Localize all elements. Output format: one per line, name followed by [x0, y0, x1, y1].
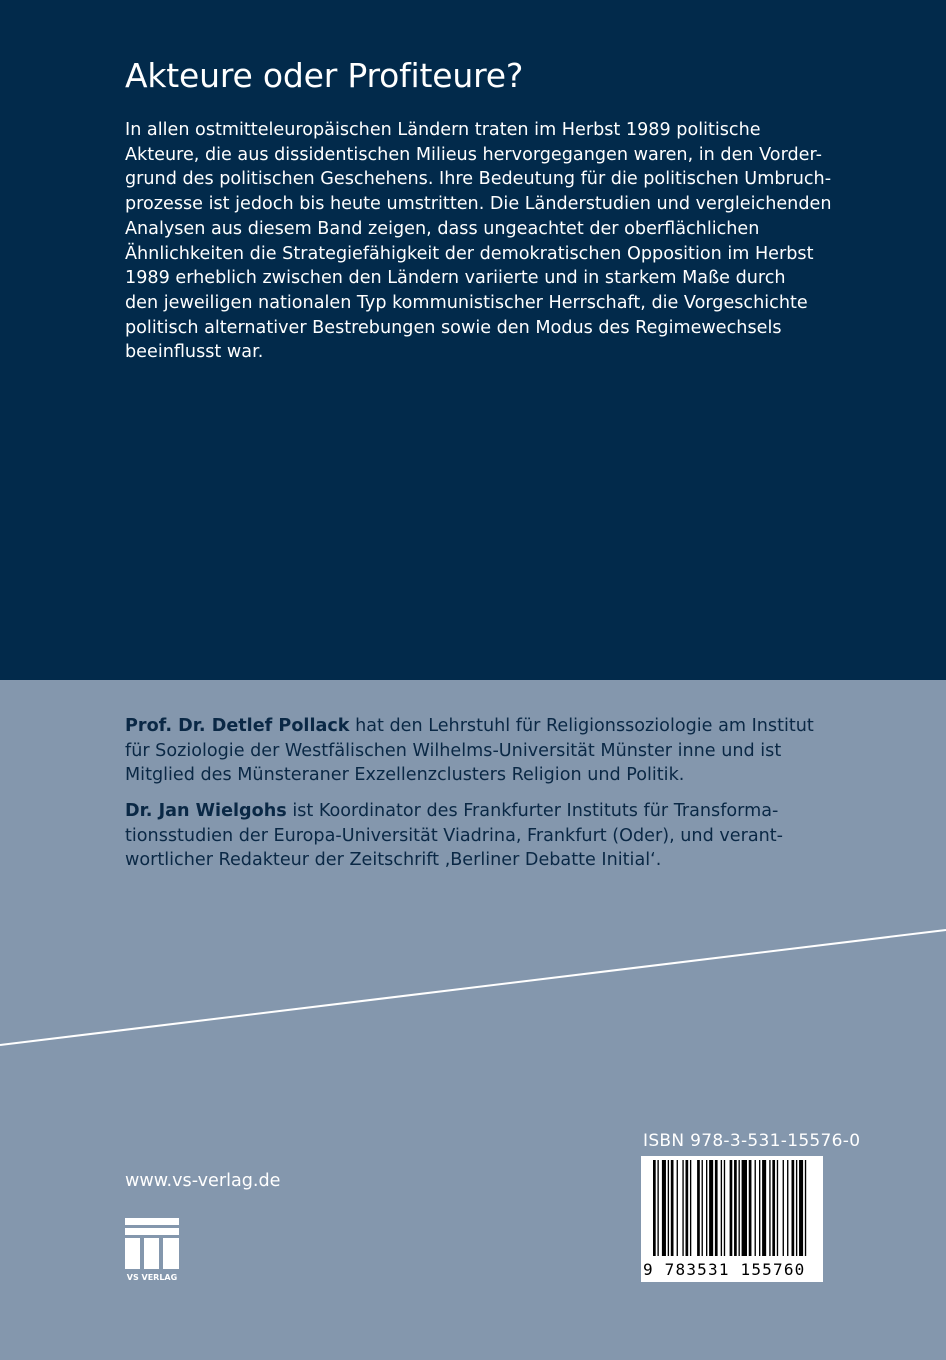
barcode-bar [715, 1160, 718, 1256]
barcode-bar [706, 1160, 707, 1256]
bio-line: Mitglied des Münsteraner Exzellenzclusters Religion und Politik. [125, 765, 685, 785]
barcode-bar [749, 1160, 752, 1256]
barcode-bar [792, 1160, 795, 1256]
blurb-line: 1989 erheblich zwischen den Ländern variierte und in starkem Maße durch [125, 268, 786, 289]
book-title: Akteure oder Profiteure? [125, 56, 524, 95]
barcode-bar [709, 1160, 713, 1256]
barcode-bar [769, 1160, 770, 1256]
barcode-bar [730, 1160, 733, 1256]
barcode-bar [796, 1160, 797, 1256]
barcode-bar [724, 1160, 725, 1256]
barcode-bar [671, 1160, 674, 1256]
barcode-bar [734, 1160, 737, 1256]
blurb-text [125, 118, 832, 365]
barcode-bar [739, 1160, 740, 1256]
bio-text: hat den Lehrstuhl für Religionssoziologie am Institut [349, 716, 814, 736]
blurb-line: prozesse ist jedoch bis heute umstritten. Die Länderstudien und vergleichenden [125, 194, 832, 215]
barcode-bar [787, 1160, 788, 1256]
barcode-bar [742, 1160, 747, 1256]
blurb-line: Analysen aus diesem Band zeigen, dass ungeachtet der oberflächlichen [125, 218, 760, 239]
barcode-digits: 9 783531 155760 [643, 1260, 806, 1279]
logo-label: VS VERLAG [126, 1273, 178, 1282]
barcode-bar [662, 1160, 666, 1256]
blurb-line: beeinflusst war. [125, 342, 264, 363]
diagonal-divider-line [0, 920, 946, 1050]
barcode-bar [686, 1160, 689, 1256]
blurb-line: den jeweiligen nationalen Typ kommunistischer Herrschaft, die Vorgeschichte [125, 292, 808, 313]
bio-text: ist Koordinator des Frankfurter Instituts für Transforma- [286, 801, 779, 821]
barcode-bar [702, 1160, 703, 1256]
bio-line: tionsstudien der Europa-Universität Viadrina, Frankfurt (Oder), und verant- [125, 825, 783, 846]
publisher-url: www.vs-verlag.de [125, 1171, 281, 1191]
author-bio-pollack [125, 714, 825, 788]
isbn-barcode [641, 1156, 823, 1282]
blurb-line: politisch alternativer Bestrebungen sowie den Modus des Regimewechsels [125, 317, 782, 338]
barcode-bar [777, 1160, 778, 1256]
author-bio-wielgohs [125, 799, 825, 873]
bio-line: wortlicher Redakteur der Zeitschrift ‚Berliner Debatte Initial‘. [125, 850, 662, 870]
barcode-bar [682, 1160, 683, 1256]
barcode-bar [783, 1160, 784, 1256]
blurb-line: Akteure, die aus dissidentischen Milieus hervorgegangen waren, in den Vorder- [125, 144, 822, 165]
blurb-line: grund des politischen Geschehens. Ihre Bedeutung für die politischen Umbruch- [125, 169, 832, 190]
barcode-bar [805, 1160, 806, 1256]
barcode-bar [762, 1160, 766, 1256]
blurb-line: In allen ostmitteleuropäischen Ländern traten im Herbst 1989 politische [125, 120, 761, 140]
barcode-bar [755, 1160, 756, 1256]
isbn-label: ISBN 978-3-531-15576-0 [643, 1131, 861, 1151]
barcode-bar [697, 1160, 700, 1256]
bio-line [125, 714, 825, 739]
barcode-bar [772, 1160, 775, 1256]
bio-line: für Soziologie der Westfälischen Wilhelms-Universität Münster inne und ist [125, 740, 782, 761]
author-name: Dr. Jan Wielgohs [125, 801, 287, 821]
barcode-bar [657, 1160, 658, 1256]
barcode-bar [677, 1160, 678, 1256]
bio-line [125, 799, 825, 824]
barcode-bars [641, 1156, 823, 1260]
barcode-bar [690, 1160, 691, 1256]
barcode-bar [799, 1160, 803, 1256]
barcode-bar [668, 1160, 669, 1256]
vs-verlag-logo-icon [125, 1218, 179, 1286]
barcode-bar [653, 1160, 656, 1256]
blurb-line: Ähnlichkeiten die Strategiefähigkeit der demokratischen Opposition im Herbst [125, 243, 814, 264]
barcode-bar [759, 1160, 760, 1256]
barcode-bar [721, 1160, 722, 1256]
author-name: Prof. Dr. Detlef Pollack [125, 716, 350, 736]
